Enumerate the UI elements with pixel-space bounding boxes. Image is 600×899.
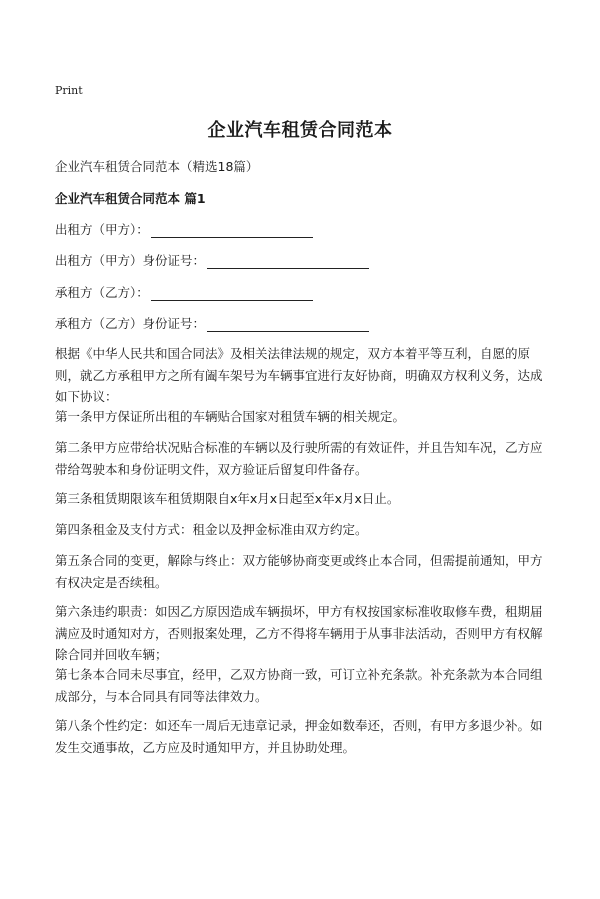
field-lessor xyxy=(55,220,313,238)
document-subtitle: 企业汽车租赁合同范本（精选18篇） xyxy=(55,159,259,174)
document-title: 企业汽车租赁合同范本 xyxy=(207,120,393,141)
field-lessee-id xyxy=(55,314,369,332)
field-label: 出租方（甲方）身份证号： xyxy=(55,253,206,268)
paragraph-clause-5: 第五条合同的变更，解除与终止：双方能够协商变更或终止本合同，但需提前通知，甲方有权决定是否续租。 xyxy=(55,553,543,590)
fill-in-blank xyxy=(207,319,369,332)
fill-in-blank xyxy=(151,288,313,301)
fill-in-blank xyxy=(151,225,313,238)
field-label: 出租方（甲方）： xyxy=(55,222,149,237)
print-label: Print xyxy=(55,84,83,97)
paragraph-clause-6: 第六条违约职责：如因乙方原因造成车辆损坏，甲方有权按国家标准收取修车费，租期届满应及时通知对方，否则报案处理，乙方不得将车辆用于从事非法活动，否则甲方有权解除合同并回收车辆； xyxy=(55,604,543,662)
fill-in-blank xyxy=(207,256,369,269)
paragraph-clause-8: 第八条个性约定：如还车一周后无违章记录，押金如数奉还，否则，有甲方多退少补。如发生交通事故，乙方应及时通知甲方，并且协助处理。 xyxy=(55,718,543,755)
field-lessor-id xyxy=(55,251,369,269)
paragraph-clause-2: 第二条甲方应带给状况贴合标准的车辆以及行驶所需的有效证件，并且告知车况，乙方应带给驾驶本和身份证明文件，双方验证后留复印件备存。 xyxy=(55,440,543,477)
paragraph-preamble: 根据《中华人民共和国合同法》及相关法律法规的规定，双方本着平等互利，自愿的原则，就乙方承租甲方之所有阖车架号为车辆事宜进行友好协商，明确双方权利义务，达成如下协议： xyxy=(55,346,543,404)
field-label: 承租方（乙方）身份证号： xyxy=(55,316,206,331)
paragraph-clause-7: 第七条本合同未尽事宜，经甲，乙双方协商一致，可订立补充条款。补充条款为本合同组成部分，与本合同具有同等法律效力。 xyxy=(55,667,543,704)
paragraph-clause-4: 第四条租金及支付方式：租金以及押金标准由双方约定。 xyxy=(55,522,368,537)
paragraph-clause-3: 第三条租赁期限该车租赁期限自x年x月x日起至x年x月x日止。 xyxy=(55,491,400,506)
paragraph-clause-1: 第一条甲方保证所出租的车辆贴合国家对租赁车辆的相关规定。 xyxy=(55,409,406,424)
field-lessee xyxy=(55,283,313,301)
field-label: 承租方（乙方）： xyxy=(55,285,149,300)
section-heading: 企业汽车租赁合同范本 篇1 xyxy=(55,191,206,206)
